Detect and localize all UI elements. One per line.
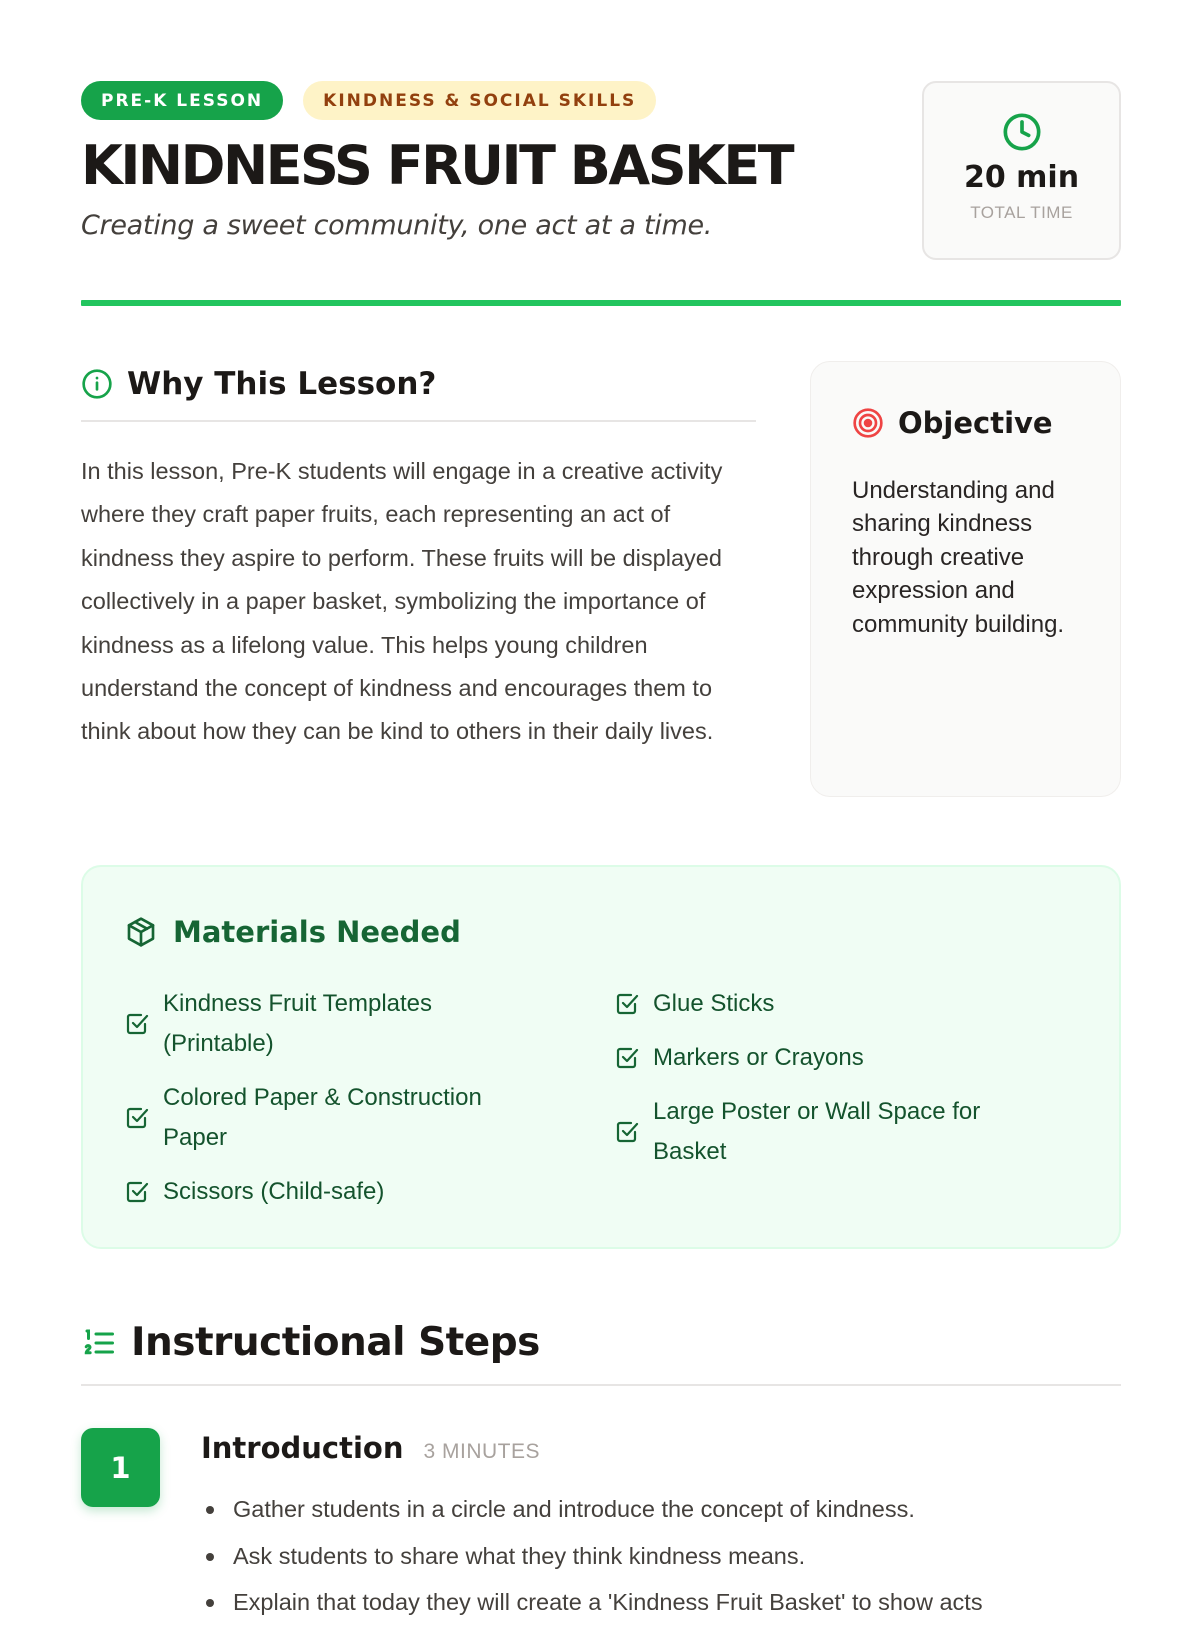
material-label: Markers or Crayons (653, 1044, 864, 1071)
material-item (125, 984, 545, 1064)
material-label: Glue Sticks (653, 990, 775, 1017)
material-label: Scissors (Child-safe) (163, 1178, 385, 1205)
list-item: Ask students to share what they think kindness means. (233, 1533, 1113, 1580)
why-body: In this lesson, Pre-K students will engage in a creative activity where they craft paper fruits, each representing an act of kindness they aspire to perform. These fruits will be displayed collectively in a paper basket, symbolizing the importance of kindness as a lifelong value. This helps young children understand the concept of kindness and encourages them to think about how they can be kind to others in their daily lives. (81, 458, 723, 745)
step-duration: 3 MINUTES (423, 1440, 541, 1463)
topic-badge: KINDNESS & SOCIAL SKILLS (303, 81, 656, 120)
step-title-row (201, 1431, 540, 1465)
lesson-page (81, 0, 1121, 1615)
materials-list-right (615, 984, 1035, 1186)
page-title: KINDNESS FRUIT BASKET (81, 134, 793, 197)
material-item (125, 1078, 545, 1158)
checkbox-check-icon (615, 992, 639, 1016)
materials-list-left (125, 984, 545, 1226)
material-item (125, 1172, 545, 1212)
checkbox-check-icon (125, 1106, 149, 1130)
steps-heading-row (81, 1320, 540, 1365)
materials-heading-row (125, 915, 461, 949)
objective-heading-row (852, 406, 1053, 440)
checkbox-check-icon (125, 1180, 149, 1204)
step-number-badge: 1 (81, 1428, 160, 1507)
page-subtitle: Creating a sweet community, one act at a time. (81, 210, 713, 241)
checkbox-check-icon (615, 1120, 639, 1144)
materials-card (81, 865, 1121, 1249)
clock-icon (1002, 112, 1042, 152)
level-badge: PRE-K LESSON (81, 81, 283, 120)
material-label: Kindness Fruit Templates (Printable) (163, 990, 433, 1057)
material-item (615, 1038, 1035, 1078)
numbered-list-icon (81, 1325, 117, 1361)
badge-row (81, 81, 656, 120)
material-label: Large Poster or Wall Space for Basket (653, 1098, 981, 1165)
why-heading: Why This Lesson? (127, 366, 437, 402)
checkbox-check-icon (615, 1046, 639, 1070)
list-item: Explain that today they will create a 'Kindness Fruit Basket' to show acts (233, 1579, 1113, 1626)
objective-card (810, 361, 1121, 797)
material-label: Colored Paper & Construction Paper (163, 1084, 482, 1151)
objective-heading: Objective (898, 406, 1053, 440)
why-heading-row (81, 366, 436, 402)
why-divider (81, 420, 756, 422)
time-card (922, 81, 1121, 260)
target-icon (852, 407, 884, 439)
info-icon (81, 368, 113, 400)
checkbox-check-icon (125, 1012, 149, 1036)
step-bullets (233, 1486, 1113, 1626)
objective-body: Understanding and sharing kindness through creative expression and community building. (852, 477, 1065, 638)
time-value: 20 min (963, 160, 1080, 195)
material-item (615, 1092, 1035, 1172)
steps-divider (81, 1384, 1121, 1386)
materials-heading: Materials Needed (173, 915, 461, 949)
time-label: TOTAL TIME (970, 203, 1073, 222)
step-title: Introduction (201, 1431, 404, 1465)
material-item (615, 984, 1035, 1024)
header-divider (81, 300, 1121, 306)
steps-heading: Instructional Steps (131, 1320, 540, 1365)
list-item: Gather students in a circle and introduce the concept of kindness. (233, 1486, 1113, 1533)
box-icon (125, 916, 157, 948)
